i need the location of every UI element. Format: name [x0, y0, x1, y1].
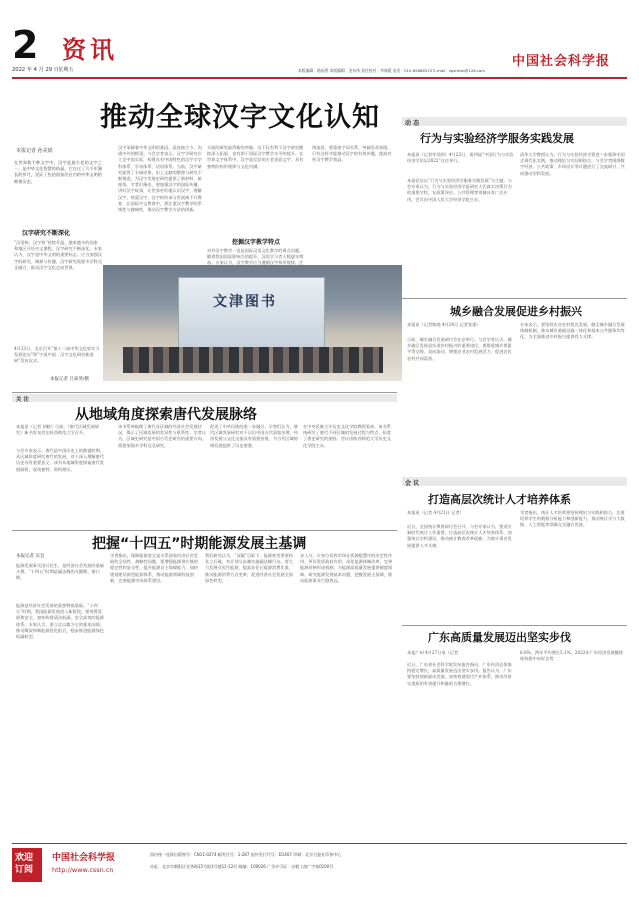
article1-byline: 本报讯（记者毕昊明）4月23日，第四届“中国行为与实验经济学论坛2022”在京举行。	[407, 152, 514, 164]
middle-section-label: 关 注	[16, 397, 29, 403]
main-article-title: 推动全球汉字文化认知	[100, 102, 380, 133]
bottom-article-byline: 本报记者 吴宜	[16, 554, 45, 559]
middle-article-byline: 本报讯（记者 胡晓）日前，《唐代区域发展研究》新书发布会在陕西师范大学召开。	[16, 424, 99, 436]
bottom-article-body-b: 学者指出，保障能源安全是关系国家经济社会发展的全局性、战略性问题。要增强能源供应链的稳定性和安全性，提升能源自主保障能力，加快规划建设新型能源体系，推动能源领域科技创新，完善能源市场体系建设。	[110, 553, 198, 583]
main-article-body-col1: “汉语热、汉字热”持续升温，越来越多的国家和地区开设中文课程，汉字研究不断深化。专家认为，汉字是中华文明的重要标志，应当加强汉字的研究、阐释与传播。汉字研究需要多学科交叉融合，推动汉字文化走向世界。	[14, 240, 102, 270]
footer-info-2: 社址：北京市朝阳区光华路15号院1号楼11-12层 邮编：100026 广告许可证：京朝工商广字第0100号	[150, 864, 334, 869]
page-number: 2	[12, 23, 39, 67]
footer-info: 国内统一连续出版物号：CN11-0274 邮发代号：1-287 国外发行代号：D1407 印刷：北京日报社印务中心	[150, 852, 342, 857]
main-article-body-col3: 方面的研究取得新的突破。这不仅有利于汉字研究继续深入拓展，也有助于国际汉字教学水平的提升。在世界文字体系中，汉字是仅存的古老表意文字，具有独特的构形规律与文化内涵。	[207, 145, 304, 169]
issue-weekday: 星期五	[58, 67, 74, 73]
main-bottom-rule	[12, 392, 397, 393]
photo-frame	[103, 265, 402, 381]
issue-date: 2022 年 4 月 29 日	[12, 67, 59, 73]
photo-backdrop	[178, 277, 325, 349]
photo-people	[123, 347, 383, 373]
middle-bottom-rule	[12, 530, 397, 531]
main-article-lead: 在世界数千种文字中，汉字是最古老的文字之一，是中华文化智慧的结晶。它在过了几千年漫长的岁月，见证了包括国家层在内的中华文明的辉煌历史。	[14, 160, 102, 184]
right-rule-1	[402, 298, 627, 299]
right-section-label-2: 会 议	[405, 480, 420, 487]
footer-paper-name: 中国社会科学报	[52, 853, 116, 863]
article3-byline: 本报讯（记者 4月21日 记者）	[407, 510, 464, 515]
middle-label-bar	[12, 394, 397, 402]
photo-credit: 本报记者 吕家英/摄	[50, 377, 89, 382]
right-section-label: 动 态	[405, 120, 420, 127]
bottom-article-title: 把握“十四五”时期能源发展主基调	[92, 536, 307, 552]
article3-body-a: 近日，全国统计教育研讨会召开。与会专家认为，要适应新时代统计工作需要，打造高层次统计人才培养体系，加强统计学科建设，推动统计教育改革创新，为统计事业发展提供人才支撑。	[407, 524, 512, 548]
bottom-article-body-d: 步入分，应充分发挥市场在资源配置中的决定性作用，更好发挥政府作用，深化能源体制改革，完善能源价格形成机制，为能源高质量发展提供制度保障。研究能源发展基本问题，把握发展主基调，推动能源事业行稳致远。	[300, 553, 393, 583]
subhead-hanzi-research: 汉字研究不断深化	[22, 230, 71, 237]
photo-backdrop-text: 文津图书	[213, 294, 277, 310]
photo-caption: 4月23日，北京召开“第十二届中华文化软实力发展论坛”和“字说中国：汉字文化研究新进展”发布仪式。	[14, 346, 100, 364]
middle-article-body-d: 在中央民族大学历史文化学院教授看来，该书系统研究了唐代不同区域的发展过程与特点，拓宽了唐史研究的视野。会议由陕西师范大学历史文化学院主办。	[303, 424, 391, 448]
right-column-label-bar-2	[402, 477, 627, 486]
article4-byline: 本报广州 4月27日电（记者	[407, 650, 459, 655]
article2-title: 城乡融合发展促进乡村振兴	[450, 305, 582, 318]
header-rule	[12, 77, 627, 79]
article1-body-a: 本届论坛以“行为与实验经济学服务实践发展”为主题。与会专家认为，行为与实验经济学是研究人们真实决策行为的重要学科，在政策评估、公共管理等领域具有广泛应用。会议由中国人民大学经济学院主办。	[407, 178, 512, 202]
right-column-label-bar	[402, 117, 627, 126]
article2-byline: 本报讯（记者陈晓 4月24日 记者张强）	[407, 322, 481, 327]
middle-article-title: 从地域角度探索唐代发展脉络	[75, 407, 257, 423]
article1-title: 行为与实验经济学服务实践发展	[420, 132, 574, 145]
middle-article-body-b: 该书系统梳理了唐代各区域的经济社会发展状况，揭示了区域发展的差异性与联系性。学者认为，区域史研究是中国古代史研究的重要方向，需要加强多学科交叉研究。	[118, 424, 206, 448]
middle-article-body-a: 与会专家表示，唐代是中国历史上的鼎盛时期，从区域角度研究唐代的发展，对于深入理解唐代历史具有重要意义。该书从地域角度探索唐代发展脉络，视角独特，资料翔实。	[16, 448, 104, 472]
footer-subscribe-label: 欢迎订阅	[15, 853, 34, 875]
article4-title: 广东高质量发展迈出坚实步伐	[428, 631, 571, 644]
main-article-body-col4: 周笛渲，要重视字词关系，突破语音界限。只有这样才能推动汉字的有效传播，提高对外汉字教学效益。	[312, 145, 392, 163]
article1-body-b: 清华大学教授认为，行为与实验经济学要进一步服务中国式现代化实践，推动理论与实际相结合。与会学者围绕数字经济、公共政策、市场设计等议题进行了交流研讨，共同推动学科发展。	[520, 152, 625, 176]
bottom-article-body-c: 我们研究认为，“双碳”目标下，能源转型要坚持先立后破，有计划分步骤实施碳达峰行动。要大力发展可再生能源，提高非化石能源消费比重，推动能源消费方式变革，促进经济社会发展全面绿色转型。	[205, 553, 294, 583]
bottom-article-body-a: 能源是经济社会发展的重要物质基础。“十四五”时期，我国能源发展进入新阶段，要统筹发展和安全，加快构建清洁低碳、安全高效的能源体系。专家认为，要立足以煤为主的基本国情，推动煤炭和新能源优化组合，稳步推进能源绿色低碳转型。	[16, 603, 104, 640]
article3-title: 打造高层次统计人才培养体系	[428, 493, 571, 506]
article4-body-b: 6.8%，两年平均增长5.1%。2022年广东经济发展继续保持稳中向好态势	[520, 650, 624, 662]
main-article-byline: 本报记者 孙美娟	[16, 148, 53, 154]
right-rule-2	[402, 625, 627, 626]
main-article-body-col3b: 对外汉字教学一直是国际汉语文化教学的难点问题。随着我国国际影响力的提升，汉语学习者人数逐年增加。专家认为，汉字教学应当遵循汉字构形规律，注	[207, 248, 304, 266]
middle-article-body-c: 促进了中华民族的进一步融合。学者们认为，唐代区域发展研究对于认识中国古代国家治理、经济发展与文化交流具有重要价值，为当代区域协调发展提供了历史借鉴。	[210, 424, 298, 448]
bottom-article-lead: 能源发展事关国计民生，是经济社会发展的基础支撑。“十四五”时期是碳达峰的关键期、窗口期。	[16, 563, 104, 581]
footer-url[interactable]: http://www.cssn.cn	[52, 866, 114, 874]
article2-body-a: 日前，城乡融合发展研讨会在京举行。与会学者认为，城乡融合发展是实现乡村振兴的重要途径，要推进城乡要素平等交换、双向流动，增强农业农村发展活力，促进农民农村共同富裕。	[407, 337, 512, 361]
article4-body-a: 近日，广东省社会科学院发布报告指出，广东经济总体保持稳定增长，高质量发展迈出坚实步伐。报告认为，广东要坚持创新驱动发展，加快构建现代产业体系，推动经济实现质的有效提升和量的合理增长。	[407, 662, 512, 686]
section-title: 资讯	[62, 35, 118, 64]
subhead-teaching: 挖掘汉字教学特点	[232, 239, 281, 246]
newspaper-logo: 中国社会科学报	[512, 54, 611, 69]
article3-body-b: 学者指出，统计人才培养要坚持理论与实践相结合，注重培养学生的数据分析能力和创新能力，推动统计学与大数据、人工智能等领域交叉融合发展。	[520, 510, 625, 528]
main-article-body-col2: 汉字承载着中华文明的基因，是连接古今、沟通中外的桥梁。与会学者表示，汉字学研究应立足中国实际，构建具有中国特色的汉字学学科体系、学术体系、话语体系。当前，汉字研究取得了丰硕成果，出土文献的整理与研究不断推进，为汉字发展史研究提供了新材料、新视角。学者们指出，要加强汉字的国际传播，讲好汉字故事，让世界更好地认识汉字、理解汉字、热爱汉字。汉字的传承与发展离不开教育，在国际中文教育中，要注重汉字教学的系统性与趣味性，推动汉字教学方法的创新。	[118, 145, 202, 213]
footer-rule	[12, 843, 627, 844]
article2-body-b: 专家表示，要坚持农业农村优先发展，健全城乡融合发展体制机制，推动城乡基础设施一体化和基本公共服务均等化，为全面推进乡村振兴提供有力支撑。	[520, 322, 625, 340]
editor-info: 本版编辑：路园香 本版编辑：金东伟 责任校对：李瑞霞 电话：010-85886515 E-mail：zgshkxb@126.com	[298, 68, 485, 73]
